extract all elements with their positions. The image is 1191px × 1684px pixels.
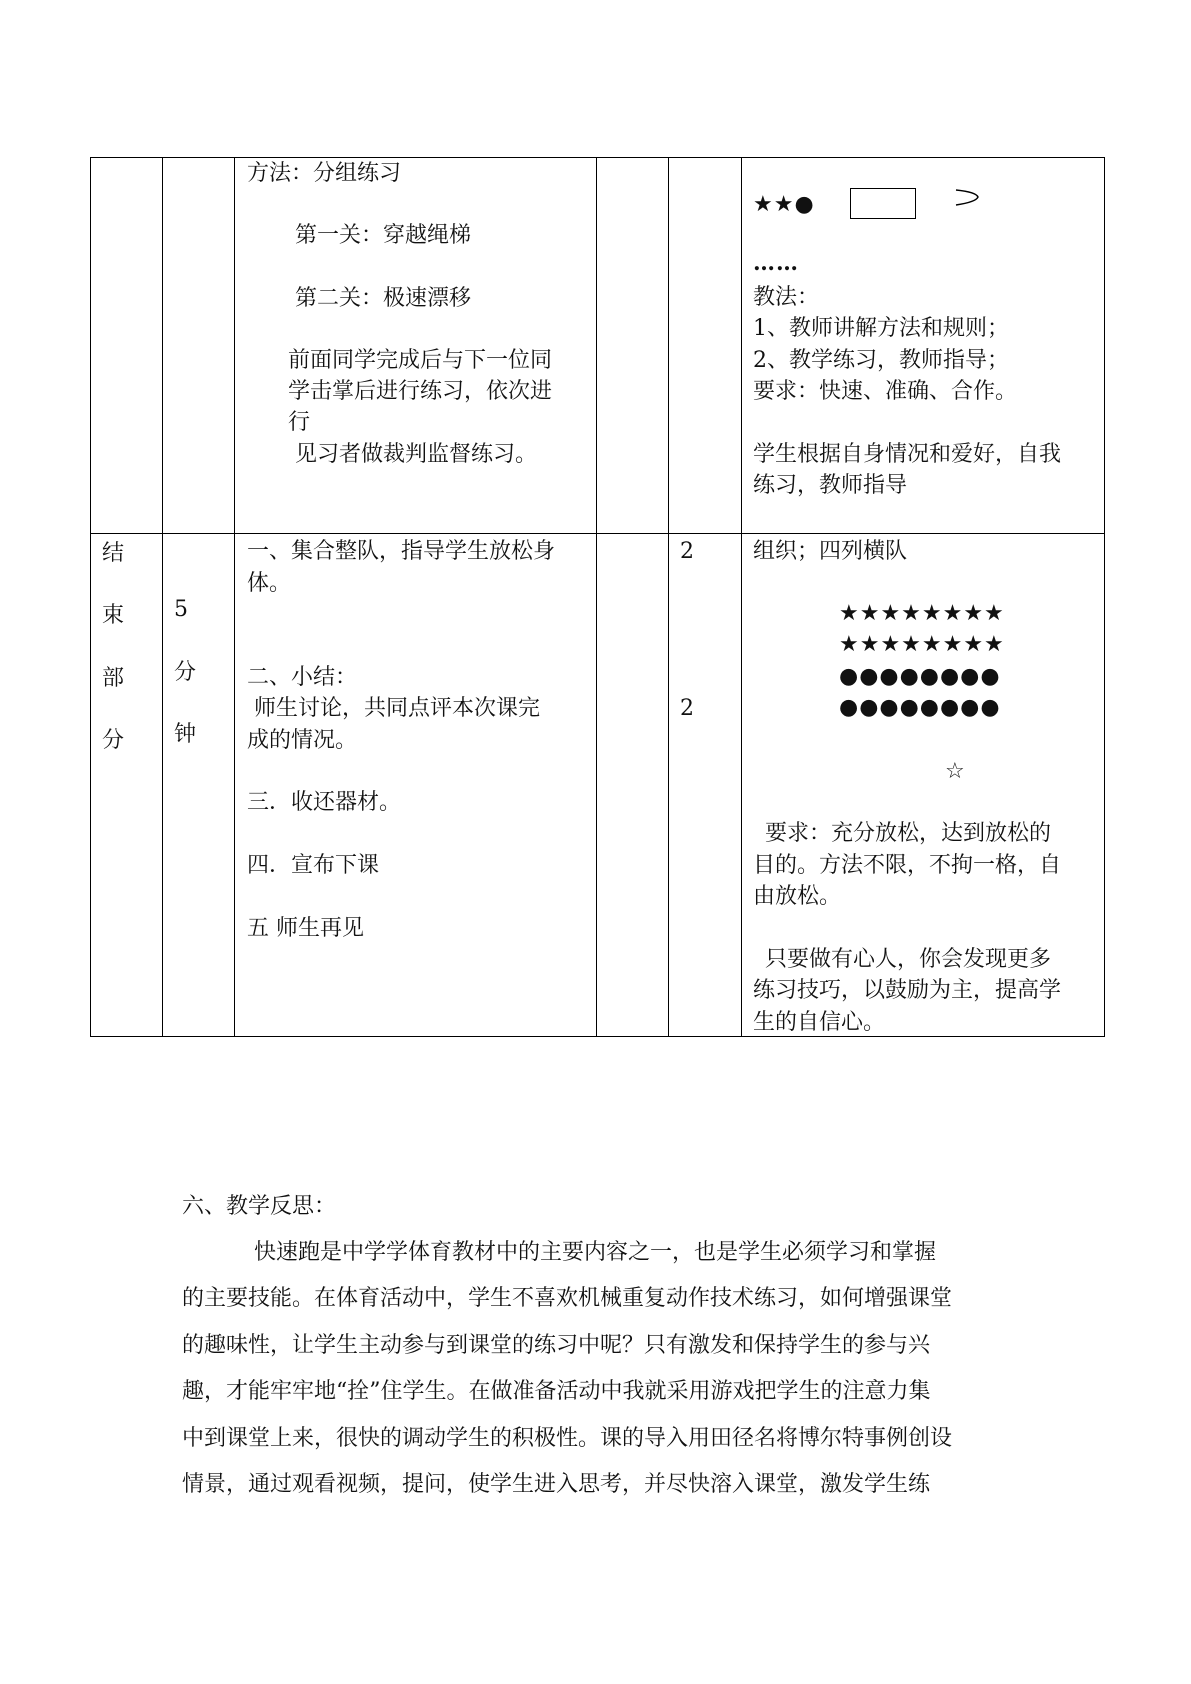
- ellipsis-text: ……: [753, 250, 799, 276]
- teaching-step-1: 1、教师讲解方法和规则；: [753, 316, 1009, 341]
- section-char: 分: [102, 728, 125, 753]
- relax-req-line-1: 要求：充分放松，达到放松的: [765, 821, 1052, 846]
- section-char: 部: [102, 666, 125, 691]
- item5-text: 五 师生再见: [247, 916, 364, 941]
- table-col-border: [90, 157, 91, 1037]
- item2-line-2: 成的情况。: [247, 728, 358, 753]
- item1-line-1: 一、集合整队，指导学生放松身: [247, 539, 556, 564]
- table-col-border: [162, 157, 163, 1037]
- note-line-2: 练习，教师指导: [753, 473, 908, 498]
- section-char: 束: [102, 603, 125, 628]
- time-char: 钟: [174, 722, 197, 747]
- formation-row: ●●●●●●●●: [839, 664, 1001, 689]
- item2-title: 二、小结：: [247, 665, 358, 690]
- item1-line-2: 体。: [247, 571, 292, 596]
- reflection-line: 快速跑是中学学体育教材中的主要内容之一，也是学生必须学习和掌握: [254, 1240, 937, 1265]
- relax-req-line-3: 由放松。: [753, 884, 842, 909]
- reflection-line: 的趣味性，让学生主动参与到课堂的练习中呢？只有激发和保持学生的参与兴: [182, 1333, 931, 1358]
- reflection-line: 趣，才能牢牢地“拴”住学生。在做准备活动中我就采用游戏把学生的注意力集: [182, 1379, 931, 1404]
- item2-line-1: 师生讨论，共同点评本次课完: [254, 696, 541, 721]
- requirement-text: 要求：快速、准确、合作。: [753, 379, 1018, 404]
- table-col-border: [741, 157, 742, 1037]
- rule-line-3: 行: [288, 410, 311, 435]
- tip-line-2: 练习技巧，以鼓励为主，提高学: [753, 978, 1062, 1003]
- table-row-divider: [90, 533, 1105, 534]
- reflection-heading: 六、教学反思：: [182, 1194, 337, 1219]
- table-col-border: [668, 157, 669, 1037]
- item3-text: 三．收还器材。: [247, 790, 402, 815]
- time-char: 5: [174, 597, 188, 622]
- table-top-border: [90, 157, 1105, 158]
- teaching-label: 教法：: [753, 285, 820, 310]
- level1-text: 第一关：穿越绳梯: [295, 223, 472, 248]
- count-value: 2: [680, 539, 694, 564]
- count-value: 2: [680, 696, 694, 721]
- rule-line-2: 学击掌后进行练习，依次进: [288, 379, 553, 404]
- tip-line-3: 生的自信心。: [753, 1010, 886, 1035]
- note-line-1: 学生根据自身情况和爱好，自我: [753, 442, 1062, 467]
- relax-req-line-2: 目的。方法不限，不拘一格，自: [753, 853, 1062, 878]
- table-col-border: [234, 157, 235, 1037]
- curve-arrow-icon: [954, 186, 982, 208]
- teacher-star-icon: ☆: [945, 759, 966, 784]
- formation-row: ★★★★★★★★: [839, 632, 1005, 657]
- observer-text: 见习者做裁判监督练习。: [295, 442, 538, 467]
- tip-line-1: 只要做有心人，你会发现更多: [765, 947, 1052, 972]
- teaching-step-2: 2、教学练习，教师指导；: [753, 348, 1009, 373]
- level2-text: 第二关：极速漂移: [295, 286, 472, 311]
- formation-symbols: ★★●: [753, 192, 815, 217]
- time-char: 分: [174, 660, 197, 685]
- reflection-line: 的主要技能。在体育活动中，学生不喜欢机械重复动作技术练习，如何增强课堂: [182, 1286, 953, 1311]
- rectangle-marker: [850, 188, 916, 219]
- formation-row: ★★★★★★★★: [839, 601, 1005, 626]
- method-text: 方法：分组练习: [247, 161, 402, 186]
- reflection-line: 情景，通过观看视频，提问，使学生进入思考，并尽快溶入课堂，激发学生练: [182, 1472, 931, 1497]
- rule-line-1: 前面同学完成后与下一位同: [288, 348, 553, 373]
- table-bottom-border: [90, 1036, 1105, 1037]
- item4-text: 四．宣布下课: [247, 853, 380, 878]
- table-col-border: [596, 157, 597, 1037]
- section-char: 结: [102, 541, 125, 566]
- formation-row: ●●●●●●●●: [839, 695, 1001, 720]
- reflection-line: 中到课堂上来，很快的调动学生的积极性。课的导入用田径名将博尔特事例创设: [182, 1426, 953, 1451]
- organization-title: 组织；四列横队: [753, 539, 908, 564]
- table-col-border: [1104, 157, 1105, 1037]
